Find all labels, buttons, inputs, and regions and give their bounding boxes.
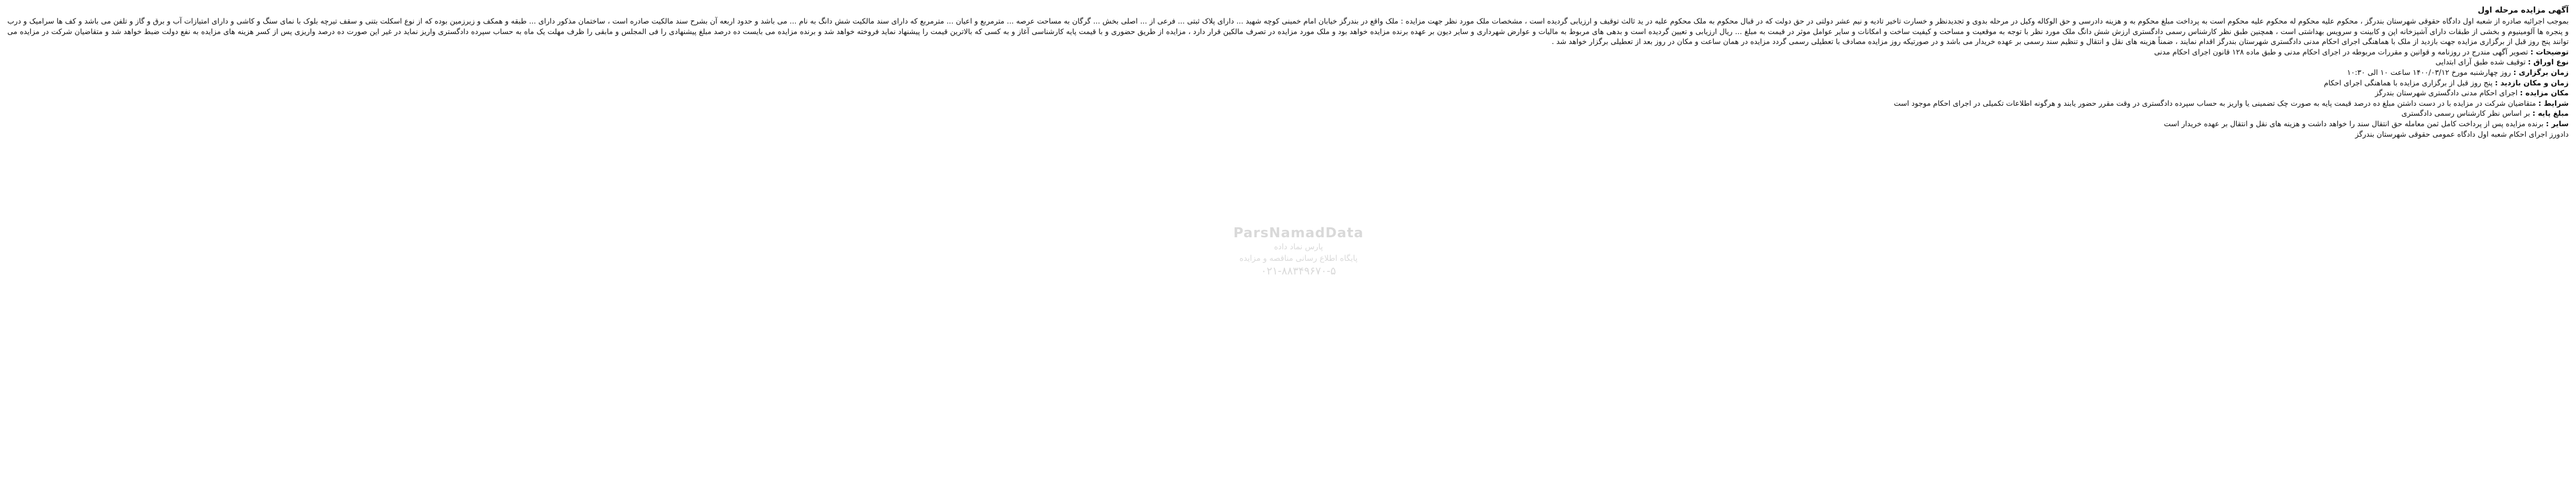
section-location [7,89,2569,99]
watermark-persian-name: پارس نماد داده [1274,242,1323,251]
watermark-subtitle: پایگاه اطلاع رسانی مناقصه و مزایده [1239,253,1358,263]
section-signature [7,130,2569,140]
section-label: زمان برگزاری : [2513,68,2569,77]
section-text: برنده مزایده پس از پرداخت کامل ثمن معامله حق انتقال سند را خواهد داشت و هزینه های نقل و انتقال بر عهده خریدار است [2163,119,2544,128]
section-label: شرایط : [2538,99,2569,108]
section-text: اجرای احکام مدنی دادگستری شهرستان بندرگز [2374,89,2518,98]
section-conditions [7,99,2569,109]
document-header: آگهی مزایده مرحله اول [2478,5,2569,15]
section-label: زمان و مکان بازدید : [2495,79,2569,87]
section-text: توقیف شده طبق آرای ابتدایی [2435,58,2526,67]
section-label: سایر : [2546,119,2569,128]
section-description [7,48,2569,58]
section-label: مبلغ پایه : [2532,109,2569,118]
auction-notice-body: بموجب اجرائیه صادره از شعبه اول دادگاه حقوقی شهرستان بندرگز ، محکوم علیه محکوم له محکوم علیه محکوم است به پرداخت مبلغ محکوم به و هزینه دادرسی و حق الوکاله وکیل در مرحله بدوی و تجدیدنظر و خسارت تاخیر تادیه و نیم عشر دولتی در حق دولت که در قبال محکوم به ملک محکوم علیه در ید ثالث توقیف و ارزیابی گردیده است ، مشخصات ملک مورد نظر جهت مزایده : ملک واقع در بندرگز خیابان امام خمینی کوچه شهید ... دارای پلاک ثبتی ... فرعی از ... اصلی بخش ... گرگان به مساحت عرصه ... مترمربع و اعیان ... مترمربع که دارای سند مالکیت شش دانگ به نام ... می باشد و حدود اربعه آن بشرح سند مالکیت صادره است ، ساختمان مذکور دارای ... طبقه و همکف و زیرزمین بوده که از نوع اسکلت بتنی و سقف تیرچه بلوک با نمای سنگ و کاشی و دارای امتیازات آب و برق و گاز و تلفن می باشد و کف ها سرامیک و درب و پنجره ها آلومینیوم و بخشی از طبقات دارای آشپزخانه اپن و کابینت و سرویس بهداشتی است ، همچنین طبق نظر کارشناس رسمی دادگستری ارزش شش دانگ ملک مورد نظر با توجه به موقعیت و مساحت و کیفیت ساخت و امکانات و سایر عوامل موثر در قیمت به مبلغ ... ریال ارزیابی و تعیین گردیده است و بدهی های مربوط به مالیات و عوارض شهرداری و سایر دیون بر عهده برنده مزایده خواهد بود و ملک مورد مزایده در تصرف مالکین قرار دارد ، مزایده از طریق حضوری و با قیمت پایه کارشناسی آغاز و به کسی که بالاترین قیمت را پیشنهاد نماید فروخته خواهد شد و برنده مزایده می بایست ده درصد مبلغ پیشنهادی را فی المجلس و مابقی را ظرف مهلت یک ماه به حساب سپرده دادگستری واریز نماید در غیر این صورت ده درصد واریزی پس از کسر هزینه های مزایده به نفع دولت ضبط خواهد شد و متقاضیان شرکت در مزایده می توانند پنج روز قبل از برگزاری مزایده جهت بازدید از ملک با هماهنگی اجرای احکام مدنی دادگستری شهرستان بندرگز اقدام نمایند ، ضمناً هزینه های نقل و انتقال و تنظیم سند رسمی بر عهده خریدار می باشد و در صورتیکه روز مزایده مصادف با تعطیلی رسمی گردد مزایده در همان ساعت و مکان در روز بعد از تعطیلی برگزار خواهد شد . [7,17,2569,47]
section-text: بر اساس نظر کارشناس رسمی دادگستری [2401,109,2530,118]
section-text: روز چهارشنبه مورخ ۱۴۰۰/۰۳/۱۲ ساعت ۱۰ الی ۱۰:۳۰ [2347,68,2511,77]
section-text: دادورز اجرای احکام شعبه اول دادگاه عمومی حقوقی شهرستان بندرگز [2355,130,2569,139]
section-label: توضیحات : [2530,48,2569,57]
section-label: مکان مزایده : [2519,89,2569,98]
section-event-time [7,68,2569,79]
section-paper-type [7,58,2569,68]
section-text: تصویر آگهی مندرج در روزنامه و قوانین و مقررات مربوطه در اجرای احکام مدنی و طبق ماده ۱۲۸ قانون اجرای احکام مدنی [2154,48,2528,57]
section-base-price [7,109,2569,119]
section-text: پنج روز قبل از برگزاری مزایده با هماهنگی اجرای احکام [2324,79,2493,87]
section-label: نوع اوراق : [2528,58,2569,67]
section-visit [7,79,2569,89]
watermark-logo-text: ParsNamadData [1233,225,1364,241]
watermark-phone: ۰۲۱-۸۸۳۴۹۶۷۰-۵ [1261,264,1336,277]
section-text: متقاضیان شرکت در مزایده با در دست داشتن مبلغ ده درصد قیمت پایه به صورت چک تضمینی یا واریز به حساب سپرده دادگستری در وقت مقرر حضور یابند و هرگونه اطلاعات تکمیلی در اجرای احکام موجود است [1893,99,2536,108]
section-other [7,119,2569,130]
